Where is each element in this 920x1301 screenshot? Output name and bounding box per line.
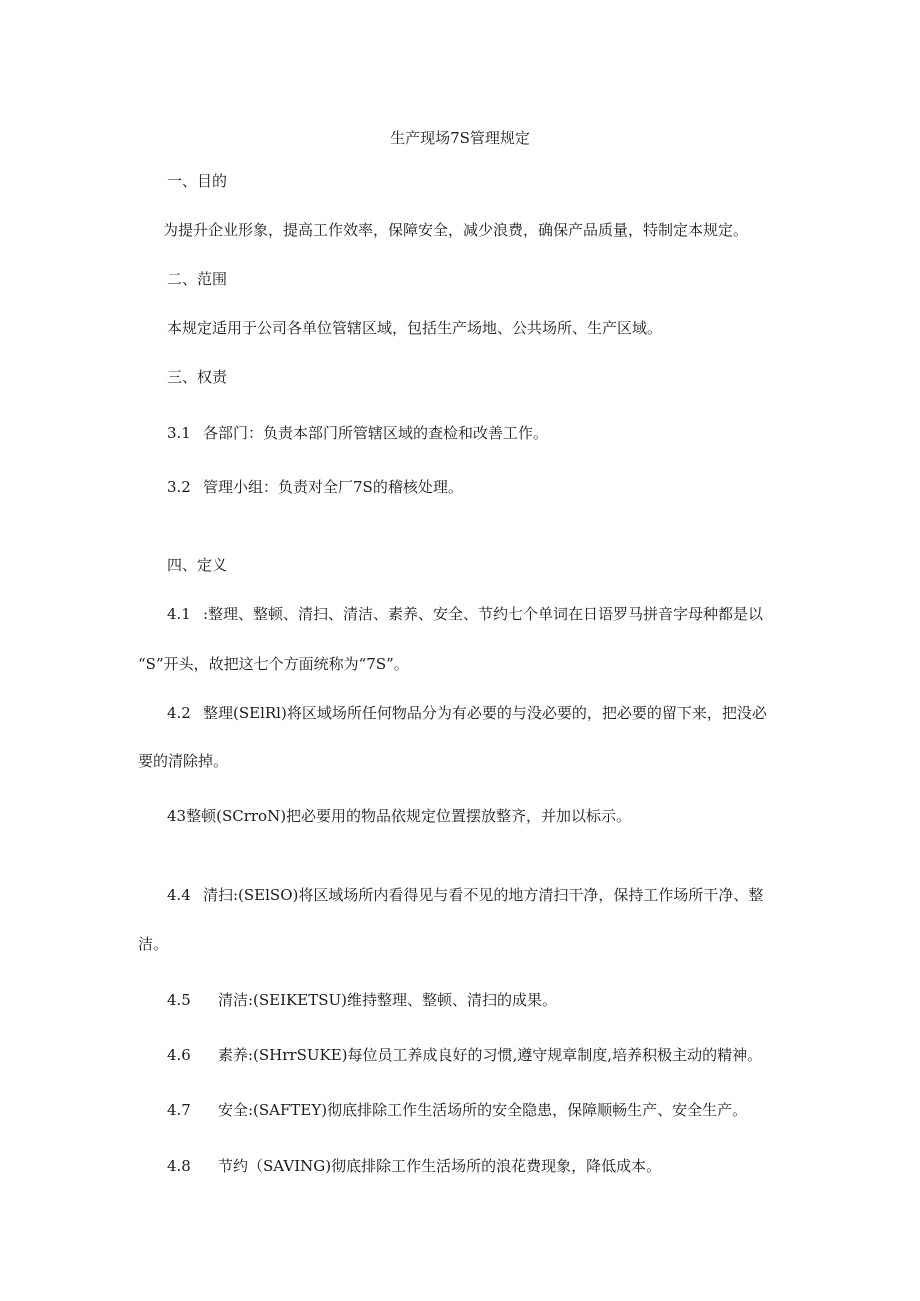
list-item <box>167 477 463 497</box>
item-text: 清洁:(SEIKETSU)维持整理、整顿、清扫的成果。 <box>218 991 557 1009</box>
section-heading-purpose: 一、目的 <box>167 172 228 190</box>
item-number: 4.8 <box>167 1157 191 1175</box>
page-title: 生产现场7S管理规定 <box>390 129 530 147</box>
item-number: 3.1 <box>167 424 191 442</box>
list-item <box>167 990 557 1010</box>
section-heading-scope: 二、范围 <box>167 270 228 288</box>
section-heading-definition: 四、定义 <box>167 556 228 574</box>
item-text: 整理(SElRl)将区域场所任何物品分为有必要的与没必要的，把必要的留下来，把没必 <box>203 704 767 722</box>
item-text: 素养:(SHrrSUKE)每位员工养成良好的习惯,遵守规章制度,培养积极主动的精神。 <box>218 1046 763 1064</box>
list-item <box>167 1045 762 1065</box>
item-number: 4.1 <box>167 605 191 623</box>
item-text: 43整顿(SCrroN)把必要用的物品依规定位置摆放整齐，并加以标示。 <box>167 807 632 825</box>
paragraph-scope: 本规定适用于公司各单位管辖区域，包括生产场地、公共场所、生产区域。 <box>167 319 663 337</box>
item-number: 4.2 <box>167 704 191 722</box>
item-number: 3.2 <box>167 478 191 496</box>
item-continuation: 要的清除掉。 <box>138 752 229 770</box>
list-item <box>167 806 631 826</box>
item-text: 清扫:(SElSO)将区域场所内看得见与看不见的地方清扫干净，保持工作场所干净、整 <box>203 886 764 904</box>
list-item <box>167 885 763 905</box>
section-heading-responsibility: 三、权责 <box>167 368 228 386</box>
item-continuation: 洁。 <box>138 935 169 953</box>
item-number: 4.4 <box>167 886 191 904</box>
item-text: 管理小组：负责对全厂7S的稽核处理。 <box>203 478 463 496</box>
item-text: 安全:(SAFTEY)彻底排除工作生活场所的安全隐患，保障顺畅生产、安全生产。 <box>218 1101 748 1119</box>
item-number: 4.7 <box>167 1101 191 1119</box>
item-text: 节约（SAVING)彻底排除工作生活场所的浪花费现象，降低成本。 <box>218 1157 662 1175</box>
paragraph-purpose: 为提升企业形象，提高工作效率，保障安全，减少浪费，确保产品质量，特制定本规定。 <box>163 221 749 239</box>
list-item <box>167 1100 747 1120</box>
item-continuation: “S”开头，故把这七个方面统称为“7S”。 <box>138 655 409 673</box>
list-item <box>167 1156 661 1176</box>
item-number: 4.5 <box>167 991 191 1009</box>
list-item <box>167 423 548 443</box>
item-number: 4.6 <box>167 1046 191 1064</box>
list-item <box>167 604 763 624</box>
list-item <box>167 703 767 723</box>
item-text: :整理、整顿、清扫、清洁、素养、安全、节约七个单词在日语罗马拼音字母种都是以 <box>203 605 764 623</box>
item-text: 各部门：负责本部门所管辖区域的查检和改善工作。 <box>203 424 549 442</box>
